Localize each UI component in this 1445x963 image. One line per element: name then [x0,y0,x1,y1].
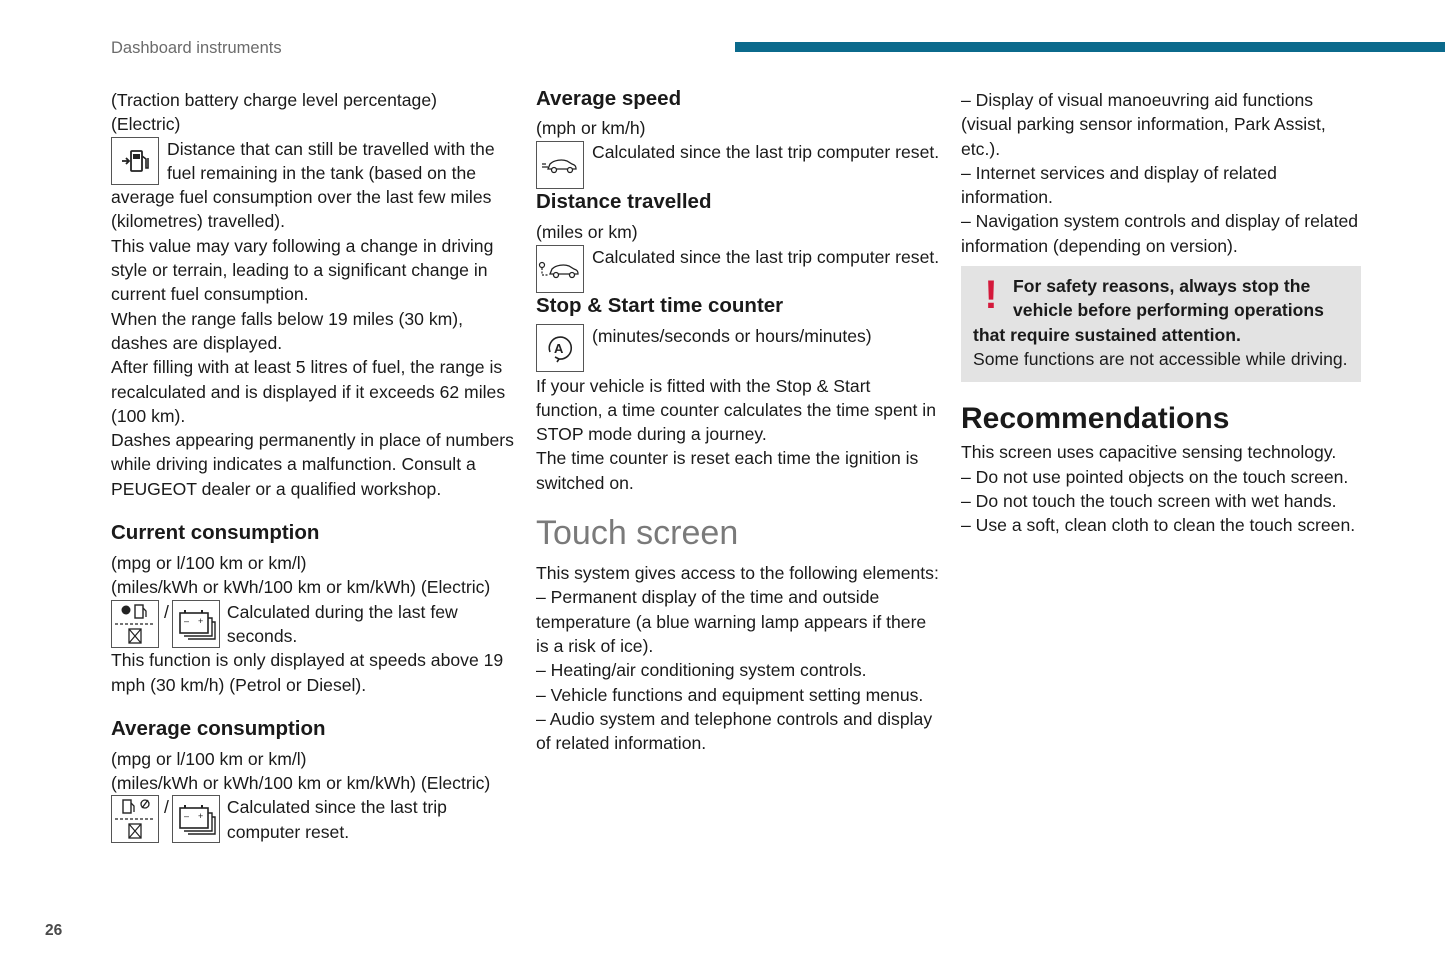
current-units-2: (miles/kWh or kWh/100 km or km/kWh) (Electric) [111,577,491,598]
feature-item-3: – Navigation system controls and display of related information (depending on version). [961,211,1359,256]
range-paragraph-3: When the range falls below 19 miles (30 km), dashes are displayed. [111,308,464,353]
recommendations-title: Recommendations [961,402,1230,436]
feature-item-2: – Internet services and display of related information. [961,162,1277,208]
touch-item-4: – Audio system and telephone controls and display of related information. [536,708,933,754]
battery-consumption-icon [172,600,220,648]
average-speed-icon [536,141,584,189]
current-consumption-icons [111,600,220,648]
range-paragraph-5: Dashes appearing permanently in place of numbers while driving indicates a malfunction. Consult a PEUGEOT dealer or a qualified workshop. [111,430,514,499]
range-intro-2: (Electric) [111,114,181,135]
average-consumption-icons [111,795,220,843]
range-description: Distance that can still be travelled with the fuel remaining in the tank (based on the average fuel consumption over the last few miles (kilometres) travelled). [111,138,495,232]
current-consumption-title: Current consumption [111,521,320,545]
icon-separator: / [164,601,169,622]
distance-travelled-title: Distance travelled [536,190,712,214]
touch-screen-title: Touch screen [536,514,739,553]
warning-bold-text: For safety reasons, always stop the vehicle before performing operations that require sustained attention. [973,276,1324,345]
safety-warning-box [961,266,1361,382]
current-units-1: (mpg or l/100 km or km/l) [111,553,307,574]
touch-item-1: – Permanent display of the time and outside temperature (a blue warning lamp appears if there is a risk of ice). [536,587,927,656]
range-paragraph-4: After filling with at least 5 litres of fuel, the range is recalculated and is displayed if it exceeds 62 miles (100 km). [111,357,506,426]
touch-screen-intro: This system gives access to the following elements: [536,563,939,584]
column-middle [536,88,941,755]
column-right [961,88,1361,537]
average-consumption-title: Average consumption [111,716,326,740]
section-title: Dashboard instruments [111,39,282,57]
current-note: This function is only displayed at speeds above 19 mph (30 km/h) (Petrol or Diesel). [111,650,504,695]
svg-text:–: – [183,811,189,822]
stop-start-paragraph-1: If your vehicle is fitted with the Stop & Start function, a time counter calculates the time spent in STOP mode during a journey. [536,375,936,445]
distance-units: (miles or km) [536,222,638,243]
column-left [111,88,516,844]
average-speed-units: (mph or km/h) [536,118,646,138]
touch-item-3: – Vehicle functions and equipment setting menus. [536,684,924,705]
svg-text:A: A [554,340,564,356]
warning-exclamation-icon: ! [984,273,998,318]
recommendation-item-2: – Do not touch the touch screen with wet hands. [961,490,1337,511]
average-fuel-consumption-icon [111,795,159,843]
average-speed-title: Average speed [536,87,682,110]
average-description: Calculated since the last trip computer reset. [226,797,447,842]
instant-fuel-consumption-icon [111,600,159,648]
recommendation-item-3: – Use a soft, clean cloth to clean the touch screen. [961,515,1356,536]
average-units-2: (miles/kWh or kWh/100 km or km/kWh) (Electric) [111,773,491,794]
battery-average-consumption-icon [172,795,220,843]
svg-text:+: + [197,615,204,626]
svg-text:+: + [197,811,204,822]
warning-text: Some functions are not accessible while driving. [973,348,1348,369]
distance-description: Calculated since the last trip computer reset. [592,246,940,267]
page-number: 26 [45,922,63,939]
svg-text:–: – [183,615,189,626]
stop-start-title: Stop & Start time counter [536,293,784,317]
distance-travelled-icon [536,245,584,293]
recommendations-intro: This screen uses capacitive sensing technology. [961,442,1337,463]
touch-item-2: – Heating/air conditioning system controls. [536,660,867,681]
feature-item-1: – Display of visual manoeuvring aid functions (visual parking sensor information, Park Assist, etc.). [961,90,1326,159]
average-units-1: (mpg or l/100 km or km/l) [111,748,307,769]
range-intro-1: (Traction battery charge level percentage) [111,90,437,110]
header-accent-bar [735,42,1445,52]
fuel-range-icon [111,137,159,185]
current-description: Calculated during the last few seconds. [226,601,458,646]
stop-start-paragraph-2: The time counter is reset each time the ignition is switched on. [536,448,919,493]
icon-separator: / [164,797,169,818]
average-speed-description: Calculated since the last trip computer reset. [592,142,940,163]
range-paragraph-2: This value may vary following a change in driving style or terrain, leading to a significant change in current fuel consumption. [111,235,494,305]
stop-start-units: (minutes/seconds or hours/minutes) [592,325,872,346]
stop-start-icon [536,324,584,372]
recommendation-item-1: – Do not use pointed objects on the touch screen. [961,466,1349,487]
